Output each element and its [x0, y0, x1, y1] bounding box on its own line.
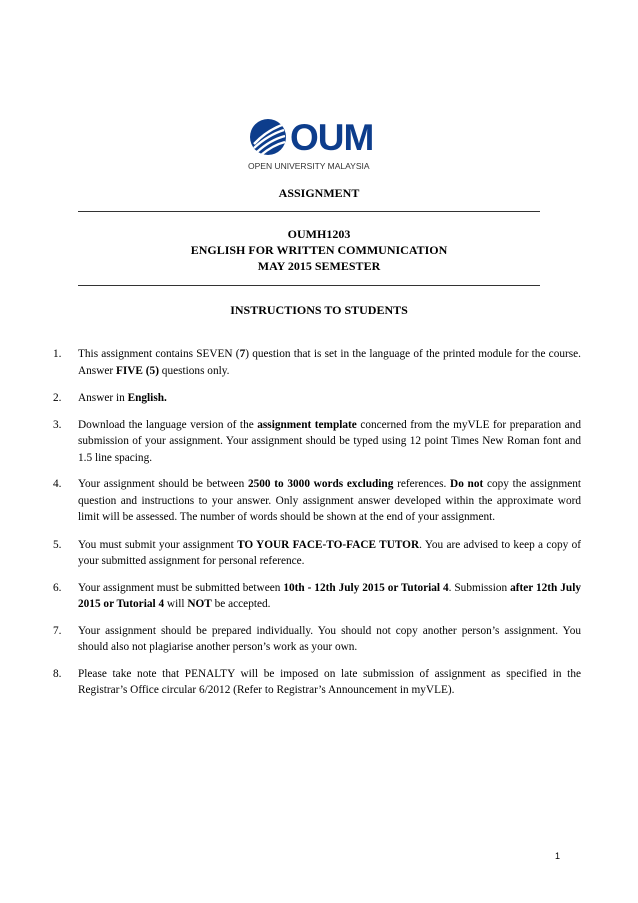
logo-wordmark: OUM: [290, 117, 374, 158]
divider-top: [78, 211, 540, 212]
emphasis-text: NOT: [187, 598, 212, 610]
instruction-text: [78, 419, 581, 464]
instruction-number: 1.: [53, 348, 62, 360]
text-segment: be accepted.: [211, 598, 271, 610]
instruction-item: [53, 476, 581, 526]
emphasis-text: FIVE (5): [115, 364, 159, 377]
text-segment: Answer in: [78, 392, 128, 404]
text-segment: will: [164, 598, 188, 610]
emphasis-text: Do not: [450, 478, 484, 490]
instruction-number: 2.: [53, 392, 62, 404]
text-segment: . Submission: [448, 581, 511, 594]
instruction-text: [78, 392, 167, 404]
instruction-item: [53, 623, 581, 656]
text-segment: Your assignment should be prepared individually. You should not copy another person’s assignment. You should also not plagiarise another person’s work as your own.: [78, 624, 581, 653]
emphasis-text: 2500 to 3000 words excluding: [247, 478, 394, 490]
instruction-number: 5.: [53, 538, 62, 551]
text-segment: Please take note that PENALTY will be imposed on late submission of assignment as specified in the Registrar’s Office circular 6/2012 (Refer to Registrar’s Announcement in myVLE).: [78, 667, 581, 696]
instructions-list: [53, 346, 581, 699]
emphasis-text: English.: [127, 392, 167, 404]
instruction-number: 4.: [53, 478, 62, 490]
instruction-text: [78, 539, 581, 568]
course-code: OUMH1203: [287, 227, 351, 241]
instruction-text: [78, 625, 581, 654]
instruction-item: [53, 346, 581, 379]
text-segment: Your assignment must be submitted between: [78, 581, 284, 594]
instruction-text: [78, 668, 581, 697]
text-segment: copy the assignment question and instructions to your answer. Only assignment answer developed within the approximate word limit will be assessed. The number of words should be shown at the end of your assignment.: [78, 478, 581, 523]
instruction-number: 6.: [53, 581, 62, 594]
emphasis-text: assignment template: [257, 418, 357, 431]
instruction-number: 7.: [53, 624, 62, 637]
emphasis-text: TO YOUR FACE-TO-FACE TUTOR: [237, 538, 420, 551]
emphasis-text: 7: [239, 348, 246, 360]
logo-subtitle: OPEN UNIVERSITY MALAYSIA: [248, 161, 370, 171]
instruction-item: [53, 390, 581, 407]
text-segment: Your assignment should be between: [78, 478, 248, 490]
semester: MAY 2015 SEMESTER: [257, 259, 381, 273]
text-segment: This assignment contains SEVEN (: [78, 348, 240, 360]
text-segment: ) question that is set in the language of the printed module for the course. Answer: [78, 348, 581, 377]
text-segment: Download the language version of the: [78, 418, 258, 431]
page-number: 1: [555, 851, 561, 861]
divider-bottom: [78, 285, 540, 286]
text-segment: concerned from the myVLE for preparation and submission of your assignment. Your assignment should be typed using 12 point Times New Roman font and 1.5 line spacing.: [78, 418, 581, 464]
instruction-item: [53, 666, 581, 699]
course-name: ENGLISH FOR WRITTEN COMMUNICATION: [190, 243, 448, 257]
instruction-item: [53, 417, 581, 467]
text-segment: You must submit your assignment: [78, 538, 238, 551]
instruction-text: [78, 582, 581, 611]
instruction-item: [53, 537, 581, 570]
text-segment: questions only.: [158, 364, 230, 377]
text-segment: . You are advised to keep a copy of your submitted assignment for personal reference.: [78, 538, 582, 567]
instruction-item: [53, 580, 581, 613]
emphasis-text: after 12th July 2015 or Tutorial 4: [78, 581, 581, 610]
instructions-title: INSTRUCTIONS TO STUDENTS: [230, 303, 408, 317]
instruction-number: 8.: [53, 667, 62, 680]
instruction-number: 3.: [53, 418, 62, 431]
document-title: ASSIGNMENT: [278, 186, 360, 200]
oum-logo: [248, 117, 390, 175]
instruction-text: [78, 478, 581, 523]
oum-globe-icon: [248, 117, 288, 157]
instruction-text: [78, 348, 581, 377]
emphasis-text: 10th - 12th July 2015 or Tutorial 4: [283, 581, 449, 594]
text-segment: references.: [393, 478, 451, 490]
